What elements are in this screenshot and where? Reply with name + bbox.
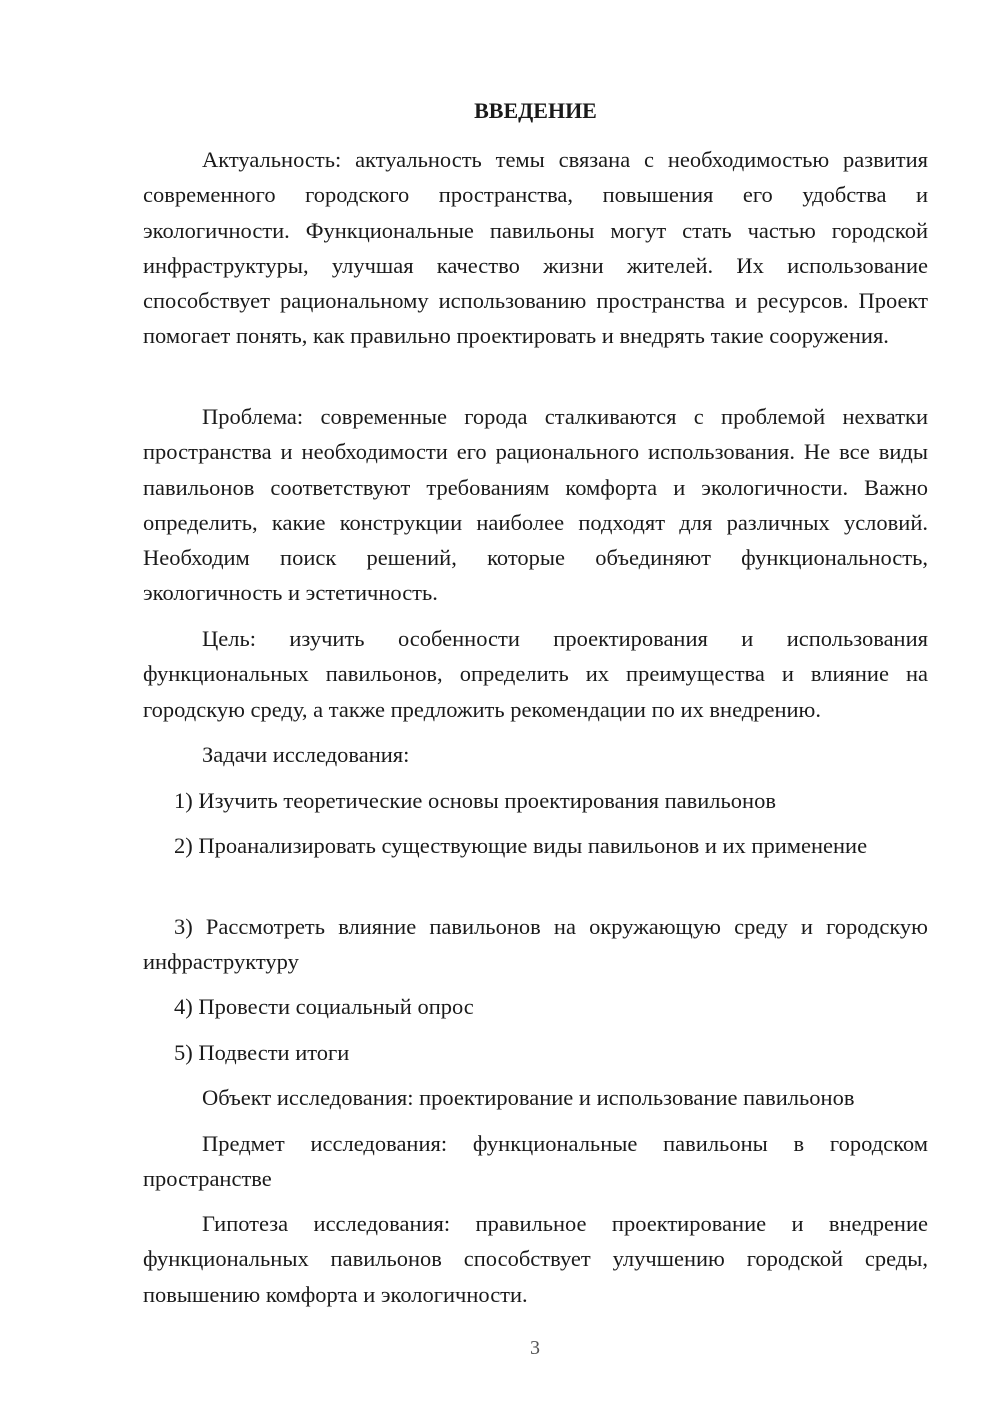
task-item-5: 5) Подвести итоги <box>174 1040 350 1065</box>
paragraph-goal: Цель: изучить особенности проектирования и использования функциональных павильонов, определить их преимущества и влияние на городскую среду, а также предложить рекомендации по их внедрению. <box>143 626 928 722</box>
task-item-1: 1) Изучить теоретические основы проектирования павильонов <box>174 788 776 813</box>
paragraph-problem: Проблема: современные города сталкиваются с проблемой нехватки пространства и необходимости его рационального использования. Не все виды павильонов соответствуют требованиям комфорта и экологичности. Важно определить, какие конструкции наиболее подходят для различных условий. Необходим поиск решений, которые объединяют функциональность, экологичность и эстетичность. <box>143 404 928 606</box>
task-item-2: 2) Проанализировать существующие виды павильонов и их применение <box>174 833 868 858</box>
paragraph-relevance: Актуальность: актуальность темы связана с необходимостью развития современного городского пространства, повышения его удобства и экологичности. Функциональные павильоны могут стать частью городской инфраструктуры, улучшая качество жизни жителей. Их использование способствует рациональному использованию пространства и ресурсов. Проект помогает понять, как правильно проектировать и внедрять такие сооружения. <box>143 147 928 349</box>
section-title: ВВЕДЕНИЕ <box>474 98 597 123</box>
paragraph-object: Объект исследования: проектирование и использование павильонов <box>202 1085 855 1110</box>
task-item-4: 4) Провести социальный опрос <box>174 994 474 1019</box>
task-item-3: 3) Рассмотреть влияние павильонов на окружающую среду и городскую инфраструктуру <box>143 914 928 975</box>
paragraph-tasks-heading: Задачи исследования: <box>202 742 410 767</box>
paragraph-subject: Предмет исследования: функциональные павильоны в городском пространстве <box>143 1131 928 1192</box>
paragraph-hypothesis: Гипотеза исследования: правильное проектирование и внедрение функциональных павильонов способствует улучшению городской среды, повышению комфорта и экологичности. <box>143 1211 928 1307</box>
page-number: 3 <box>530 1337 540 1359</box>
